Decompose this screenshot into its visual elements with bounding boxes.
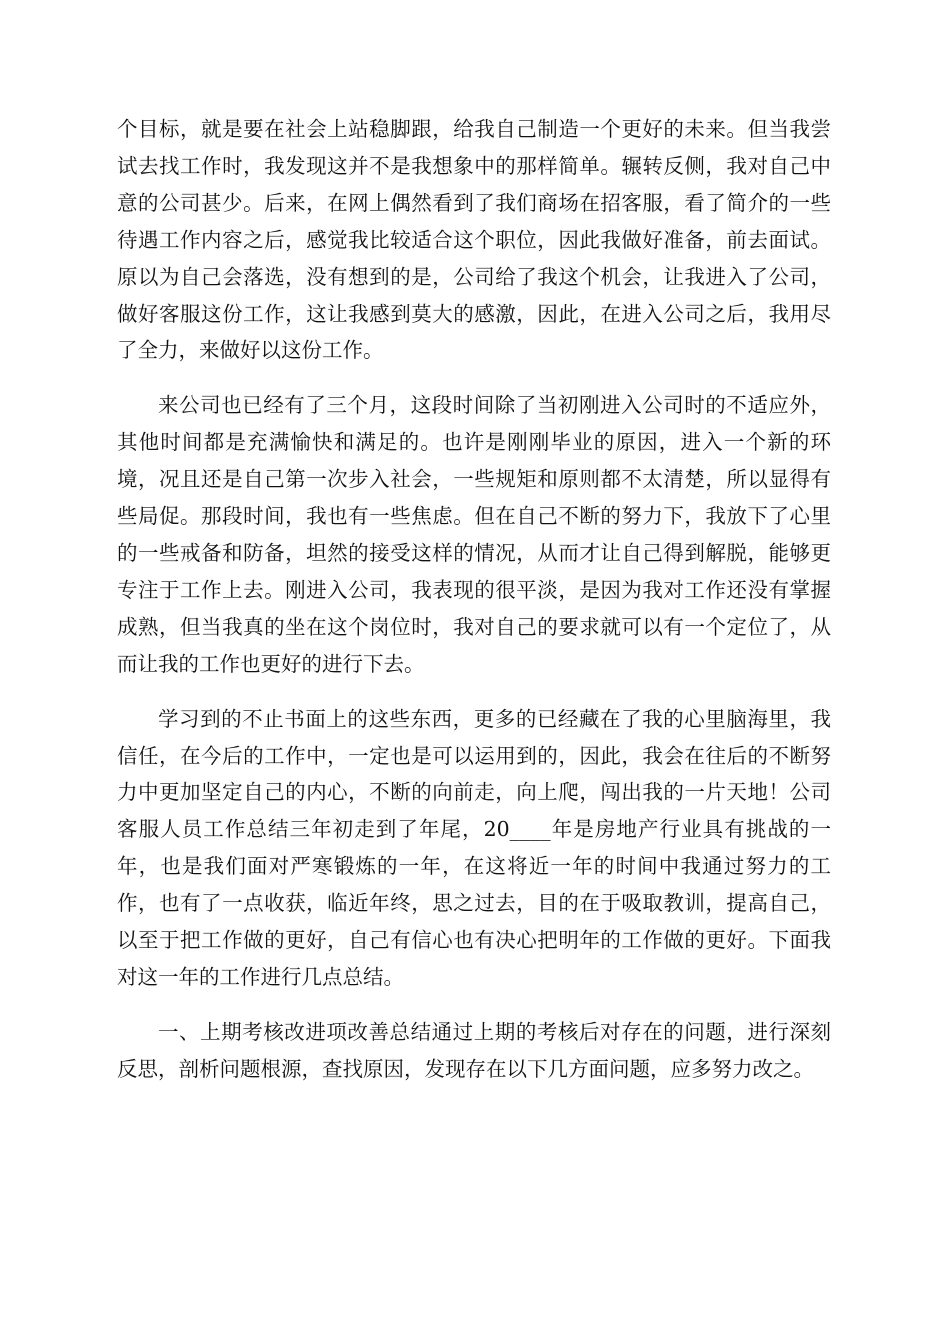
paragraph-section-one: 一、上期考核改进项改善总结通过上期的考核后对存在的问题，进行深刻反思，剖析问题根源，查找原因，发现存在以下几方面问题，应多努力改之。: [117, 1019, 831, 1081]
document-body: [117, 111, 831, 1088]
paragraph-continuation: 个目标，就是要在社会上站稳脚跟，给我自己制造一个更好的未来。但当我尝试去找工作时，我发现这并不是我想象中的那样简单。辗转反侧，我对自己中意的公司甚少。后来，在网上偶然看到了我们商场在招客服，看了简介的一些待遇工作内容之后，感觉我比较适合这个职位，因此我做好准备，前去面试。原以为自己会落选，没有想到的是，公司给了我这个机会，让我进入了公司，做好客服这份工作，这让我感到莫大的感激，因此，在进入公司之后，我用尽了全力，来做好以这份工作。: [117, 117, 831, 363]
paragraph-three-months: 来公司也已经有了三个月，这段时间除了当初刚进入公司时的不适应外，其他时间都是充满愉快和满足的。也许是刚刚毕业的原因，进入一个新的环境，况且还是自己第一次步入社会，一些规矩和原则都不太清楚，所以显得有些局促。那段时间，我也有一些焦虑。但在自己不断的努力下，我放下了心里的一些戒备和防备，坦然的接受这样的情况，从而才让自己得到解脱，能够更专注于工作上去。刚进入公司，我表现的很平淡，是因为我对工作还没有掌握成熟，但当我真的坐在这个岗位时，我对自己的要求就可以有一个定位了，从而让我的工作也更好的进行下去。: [117, 393, 831, 676]
paragraph-learning-summary: 学习到的不止书面上的这些东西，更多的已经藏在了我的心里脑海里，我信任，在今后的工作中，一定也是可以运用到的，因此，我会在往后的不断努力中更加坚定自己的内心，不断的向前走，向上爬，闯出我的一片天地！公司客服人员工作总结三年初走到了年尾，20____年是房地产行业具有挑战的一年，也是我们面对严寒锻炼的一年，在这将近一年的时间中我通过努力的工作，也有了一点收获，临近年终，思之过去，目的在于吸取教训，提高自己，以至于把工作做的更好，自己有信心也有决心把明年的工作做的更好。下面我对这一年的工作进行几点总结。: [117, 706, 831, 989]
